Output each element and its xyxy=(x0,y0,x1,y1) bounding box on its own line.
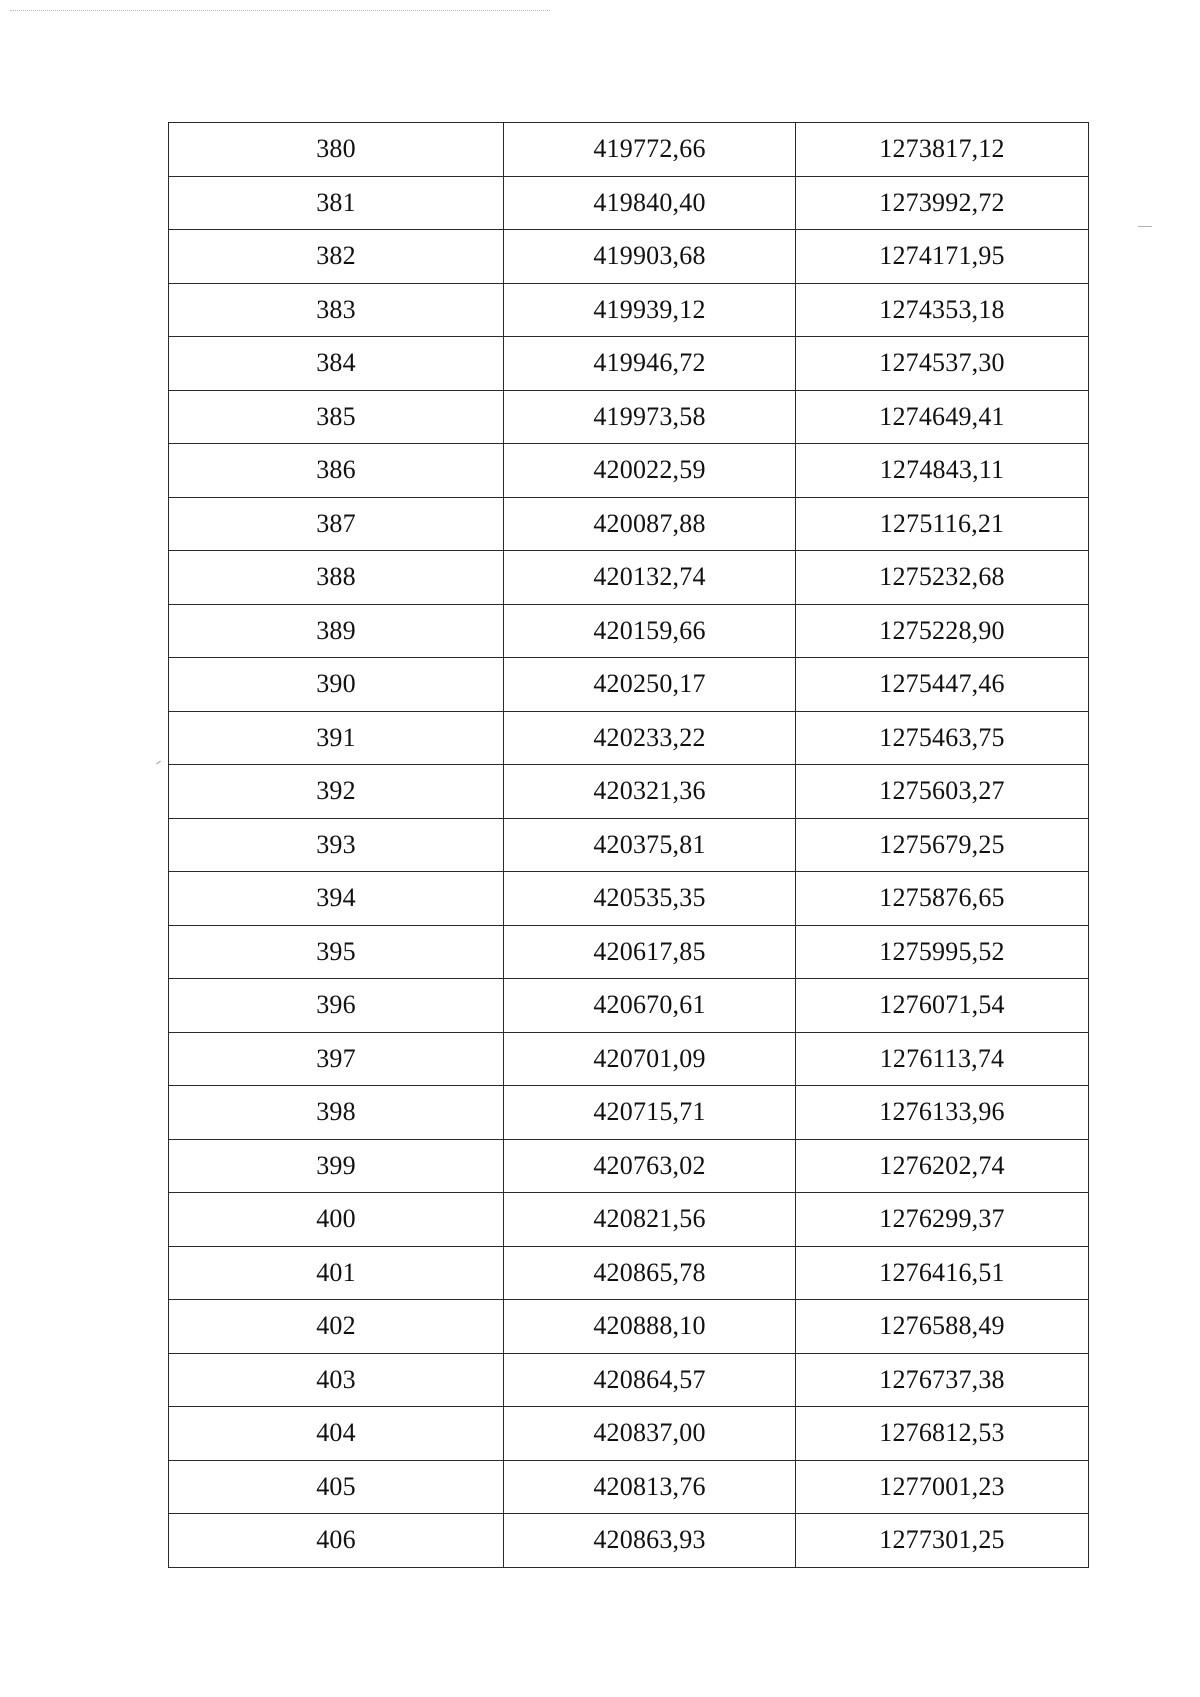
y-coordinate-cell: 1277301,25 xyxy=(796,1514,1089,1568)
scan-edge-line xyxy=(10,10,550,11)
table-row xyxy=(169,1086,1089,1140)
table-row xyxy=(169,1514,1089,1568)
table-row xyxy=(169,123,1089,177)
point-number-cell: 386 xyxy=(169,444,504,498)
y-coordinate-cell: 1275679,25 xyxy=(796,818,1089,872)
table-row xyxy=(169,551,1089,605)
table-row xyxy=(169,818,1089,872)
y-coordinate-cell: 1275232,68 xyxy=(796,551,1089,605)
y-coordinate-cell: 1274649,41 xyxy=(796,390,1089,444)
coordinates-table-body xyxy=(169,123,1089,1568)
y-coordinate-cell: 1276299,37 xyxy=(796,1193,1089,1247)
point-number-cell: 400 xyxy=(169,1193,504,1247)
x-coordinate-cell: 420763,02 xyxy=(504,1139,796,1193)
coordinates-table xyxy=(168,122,1089,1568)
table-row xyxy=(169,1407,1089,1461)
point-number-cell: 389 xyxy=(169,604,504,658)
x-coordinate-cell: 420670,61 xyxy=(504,979,796,1033)
x-coordinate-cell: 420087,88 xyxy=(504,497,796,551)
point-number-cell: 404 xyxy=(169,1407,504,1461)
y-coordinate-cell: 1273817,12 xyxy=(796,123,1089,177)
y-coordinate-cell: 1275228,90 xyxy=(796,604,1089,658)
point-number-cell: 398 xyxy=(169,1086,504,1140)
point-number-cell: 393 xyxy=(169,818,504,872)
y-coordinate-cell: 1275995,52 xyxy=(796,925,1089,979)
y-coordinate-cell: 1275116,21 xyxy=(796,497,1089,551)
x-coordinate-cell: 419946,72 xyxy=(504,337,796,391)
x-coordinate-cell: 420864,57 xyxy=(504,1353,796,1407)
y-coordinate-cell: 1276588,49 xyxy=(796,1300,1089,1354)
table-row xyxy=(169,1353,1089,1407)
x-coordinate-cell: 420535,35 xyxy=(504,872,796,926)
y-coordinate-cell: 1273992,72 xyxy=(796,176,1089,230)
y-coordinate-cell: 1275876,65 xyxy=(796,872,1089,926)
table-row xyxy=(169,1300,1089,1354)
x-coordinate-cell: 420375,81 xyxy=(504,818,796,872)
y-coordinate-cell: 1276737,38 xyxy=(796,1353,1089,1407)
table-row xyxy=(169,444,1089,498)
x-coordinate-cell: 420159,66 xyxy=(504,604,796,658)
point-number-cell: 382 xyxy=(169,230,504,284)
point-number-cell: 381 xyxy=(169,176,504,230)
point-number-cell: 402 xyxy=(169,1300,504,1354)
table-row xyxy=(169,872,1089,926)
point-number-cell: 390 xyxy=(169,658,504,712)
table-row xyxy=(169,925,1089,979)
scan-speck xyxy=(156,761,161,765)
table-row xyxy=(169,1246,1089,1300)
y-coordinate-cell: 1276812,53 xyxy=(796,1407,1089,1461)
table-row xyxy=(169,1193,1089,1247)
point-number-cell: 388 xyxy=(169,551,504,605)
point-number-cell: 385 xyxy=(169,390,504,444)
y-coordinate-cell: 1276133,96 xyxy=(796,1086,1089,1140)
point-number-cell: 387 xyxy=(169,497,504,551)
point-number-cell: 383 xyxy=(169,283,504,337)
y-coordinate-cell: 1276202,74 xyxy=(796,1139,1089,1193)
y-coordinate-cell: 1274353,18 xyxy=(796,283,1089,337)
point-number-cell: 397 xyxy=(169,1032,504,1086)
x-coordinate-cell: 420132,74 xyxy=(504,551,796,605)
table-row xyxy=(169,604,1089,658)
y-coordinate-cell: 1275603,27 xyxy=(796,765,1089,819)
point-number-cell: 405 xyxy=(169,1460,504,1514)
y-coordinate-cell: 1275463,75 xyxy=(796,711,1089,765)
point-number-cell: 396 xyxy=(169,979,504,1033)
y-coordinate-cell: 1277001,23 xyxy=(796,1460,1089,1514)
y-coordinate-cell: 1276071,54 xyxy=(796,979,1089,1033)
point-number-cell: 384 xyxy=(169,337,504,391)
y-coordinate-cell: 1276113,74 xyxy=(796,1032,1089,1086)
x-coordinate-cell: 420863,93 xyxy=(504,1514,796,1568)
y-coordinate-cell: 1274843,11 xyxy=(796,444,1089,498)
x-coordinate-cell: 420821,56 xyxy=(504,1193,796,1247)
x-coordinate-cell: 420813,76 xyxy=(504,1460,796,1514)
y-coordinate-cell: 1275447,46 xyxy=(796,658,1089,712)
table-row xyxy=(169,337,1089,391)
table-row xyxy=(169,711,1089,765)
x-coordinate-cell: 419840,40 xyxy=(504,176,796,230)
point-number-cell: 401 xyxy=(169,1246,504,1300)
x-coordinate-cell: 420701,09 xyxy=(504,1032,796,1086)
point-number-cell: 403 xyxy=(169,1353,504,1407)
point-number-cell: 399 xyxy=(169,1139,504,1193)
point-number-cell: 391 xyxy=(169,711,504,765)
x-coordinate-cell: 420865,78 xyxy=(504,1246,796,1300)
y-coordinate-cell: 1274537,30 xyxy=(796,337,1089,391)
point-number-cell: 394 xyxy=(169,872,504,926)
coordinates-table-container xyxy=(168,122,1088,1568)
scan-speck xyxy=(1138,226,1152,227)
x-coordinate-cell: 419772,66 xyxy=(504,123,796,177)
table-row xyxy=(169,979,1089,1033)
table-row xyxy=(169,658,1089,712)
point-number-cell: 406 xyxy=(169,1514,504,1568)
table-row xyxy=(169,765,1089,819)
point-number-cell: 392 xyxy=(169,765,504,819)
y-coordinate-cell: 1276416,51 xyxy=(796,1246,1089,1300)
table-row xyxy=(169,1460,1089,1514)
x-coordinate-cell: 420715,71 xyxy=(504,1086,796,1140)
table-row xyxy=(169,390,1089,444)
point-number-cell: 380 xyxy=(169,123,504,177)
table-row xyxy=(169,1032,1089,1086)
x-coordinate-cell: 420321,36 xyxy=(504,765,796,819)
x-coordinate-cell: 420837,00 xyxy=(504,1407,796,1461)
x-coordinate-cell: 420022,59 xyxy=(504,444,796,498)
table-row xyxy=(169,230,1089,284)
table-row xyxy=(169,1139,1089,1193)
x-coordinate-cell: 420617,85 xyxy=(504,925,796,979)
table-row xyxy=(169,283,1089,337)
y-coordinate-cell: 1274171,95 xyxy=(796,230,1089,284)
point-number-cell: 395 xyxy=(169,925,504,979)
x-coordinate-cell: 420888,10 xyxy=(504,1300,796,1354)
x-coordinate-cell: 419973,58 xyxy=(504,390,796,444)
x-coordinate-cell: 420233,22 xyxy=(504,711,796,765)
table-row xyxy=(169,176,1089,230)
table-row xyxy=(169,497,1089,551)
x-coordinate-cell: 419939,12 xyxy=(504,283,796,337)
x-coordinate-cell: 420250,17 xyxy=(504,658,796,712)
x-coordinate-cell: 419903,68 xyxy=(504,230,796,284)
